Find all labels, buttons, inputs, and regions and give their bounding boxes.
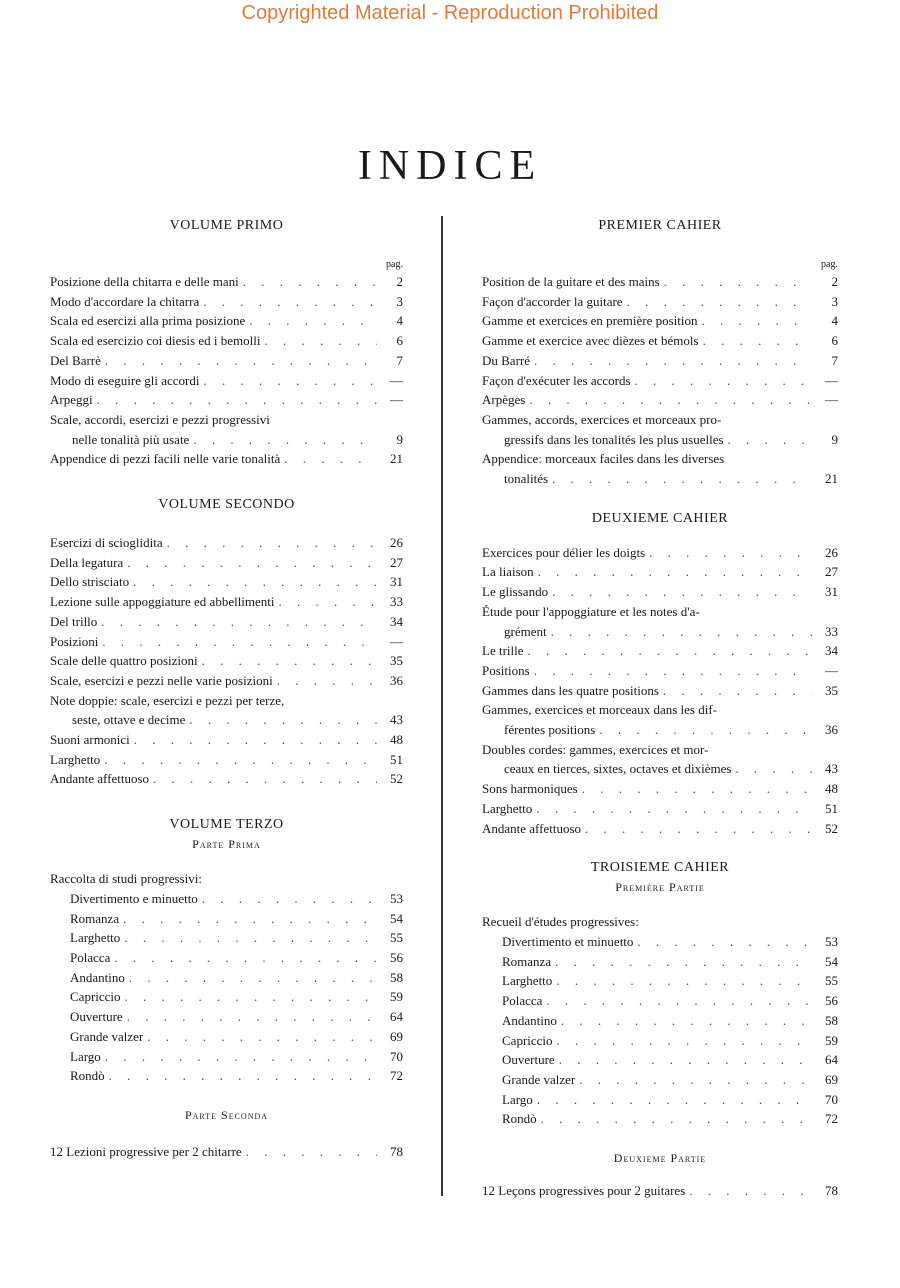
dot-leader [537,1109,812,1129]
toc-entry: 12 Lezioni progressive per 2 chitarre . . . 78 [50,1142,403,1162]
entry-title: Larghetto [70,930,121,946]
page-number: 59 [825,1032,838,1048]
toc-entry: Doubles cordes: gammes, exercices et mor- [482,741,709,757]
pag-label: pag. [386,259,403,270]
toc-entry [50,671,403,691]
toc-entry [482,582,838,602]
page-number: — [390,392,403,408]
entry-title: Andantino [502,1012,557,1028]
toc-entry [482,351,838,371]
toc-entry [70,948,403,968]
entry-title: Gammes dans les quatre positions [482,682,659,698]
toc-entry [482,390,838,410]
dot-leader [698,311,813,331]
entry-title: Dello strisciato [50,574,130,590]
toc-entry: ceaux en tierces, sixtes, octaves et dixièmes . . . 43 [482,759,838,779]
toc-entry [482,292,838,312]
page-number: 58 [825,1012,838,1028]
toc-entry [50,390,403,410]
page-number: 6 [396,333,403,349]
entry-title: Ouverture [70,1009,123,1025]
entry-title: Arpèges [482,392,526,408]
dot-leader [533,1090,812,1110]
dot-leader [551,952,812,972]
entry-title: Della legatura [50,554,124,570]
page-number: 48 [390,732,403,748]
entry-title: Andante affettuoso [50,771,150,787]
entry-title: Divertimento et minuetto [502,933,634,949]
collection-heading: Recueil d'études progressives: [482,914,639,930]
page-number: — [390,633,403,649]
page-number: 70 [825,1091,838,1107]
copyright-watermark: Copyrighted Material - Reproduction Prohibited [241,2,659,24]
dot-leader [525,390,812,410]
dot-leader [532,799,812,819]
part-heading: Deuxieme Partie [613,1151,707,1166]
entry-title: Modo di eseguire gli accordi [50,372,200,388]
dot-leader [557,1011,812,1031]
entry-list [50,272,403,410]
entry-title: Posizione della chitarra e delle mani [50,274,239,289]
toc-entry [482,681,838,701]
dot-leader [119,909,377,929]
entry-title: Positions [482,662,530,678]
dot-leader [101,1047,377,1067]
entry-title: Esercizi di scioglidita [50,535,163,551]
entry-title: Grande valzer [70,1028,144,1044]
dot-leader [534,562,812,582]
page-number: 72 [825,1111,838,1127]
dot-leader [631,371,812,391]
pag-label: pag. [821,259,838,270]
page-number: — [825,662,838,678]
toc-entry [50,331,403,351]
page-number: 4 [396,313,403,329]
toc-entry [502,1031,838,1051]
toc-entry: férentes positions . . . 36 [482,720,838,740]
page-number: 64 [390,1009,403,1025]
entry-title: Capriccio [502,1032,553,1048]
entry-title: Capriccio [70,989,121,1005]
dot-leader [199,292,377,312]
toc-entry [50,533,403,553]
entry-title: Façon d'exécuter les accords [482,372,631,388]
volume-heading: VOLUME PRIMO [169,218,284,233]
page-number: 34 [825,643,838,659]
page-number: 51 [390,751,403,767]
toc-entry [50,371,403,391]
part-heading: Parte Prima [192,837,261,852]
entry-title: Larghetto [502,973,553,989]
toc-entry: Étude pour l'appoggiature et les notes d'a- [482,603,700,619]
french-index-column [482,216,838,1201]
dot-leader [93,390,377,410]
entry-title: Arpeggi [50,392,93,408]
collection-heading: Raccolta di studi progressivi: [50,871,203,887]
page-number: 4 [831,313,838,329]
dot-leader [659,681,812,701]
part-heading: Première Partie [615,880,705,895]
dot-leader [660,272,812,292]
page-number: 27 [390,554,403,570]
entry-title: Modo d'accordare la chitarra [50,293,200,309]
entry-title: Andantino [70,969,125,985]
dot-leader [129,572,377,592]
toc-entry: gressifs dans les tonalités les plus usuelles . . . 9 [482,430,838,450]
dot-leader [105,1066,377,1086]
entry-title: Position de la guitare et des mains [482,274,660,289]
entry-title: Romanza [502,953,552,969]
toc-entry [50,572,403,592]
page-number: — [825,392,838,408]
page-number: 3 [831,293,838,309]
page-number: 27 [825,564,838,580]
page-number: 56 [390,949,403,965]
toc-entry [70,928,403,948]
entry-title: Le trille [482,643,524,659]
page-number: 51 [825,800,838,816]
dot-leader [98,632,377,652]
dot-leader [245,311,377,331]
toc-entry: nelle tonalità più usate . . . 9 [50,430,403,450]
toc-entry: grément . . . 33 [482,622,838,642]
toc-entry [50,769,403,789]
entry-title: Du Barré [482,352,531,368]
entry-title: Scale, esercizi e pezzi nelle varie posizioni [50,672,273,688]
dot-leader [581,819,812,839]
toc-entry [70,1047,403,1067]
dot-leader [163,533,377,553]
toc-entry [502,1090,838,1110]
entry-list [482,779,838,838]
dot-leader [120,928,377,948]
dot-leader [553,1031,812,1051]
page-number: 7 [831,352,838,368]
dot-leader [149,769,377,789]
entry-list [50,533,403,691]
dot-leader [130,730,377,750]
page-number: — [390,372,403,388]
toc-entry [70,968,403,988]
entry-list [482,932,838,1129]
toc-entry [50,730,403,750]
toc-entry [482,331,838,351]
entry-title: Le glissando [482,584,549,600]
entry-title: Façon d'accorder la guitare [482,293,623,309]
toc-entry [482,799,838,819]
entry-title: Scala ed esercizio coi diesis ed i bemolli [50,333,261,349]
toc-entry: Appendice di pezzi facili nelle varie tonalità . . . 21 [50,449,403,469]
entry-title: Rondò [70,1068,105,1084]
entry-title: Gamme et exercice avec dièzes et bémols [482,333,699,349]
toc-entry [50,292,403,312]
toc-entry [50,750,403,770]
dot-leader [530,661,812,681]
dot-leader [645,543,812,563]
toc-entry [50,632,403,652]
page-number: 52 [825,820,838,836]
dot-leader [121,987,377,1007]
toc-entry [50,553,403,573]
page-number: — [825,372,838,388]
entry-list [482,543,838,602]
dot-leader [198,651,377,671]
toc-entry: Scale, accordi, esercizi e pezzi progressivi [50,411,270,427]
toc-entry [502,1050,838,1070]
entry-title: Del Barrè [50,352,101,368]
dot-leader [101,351,377,371]
entry-title: Largo [70,1048,101,1064]
page-number: 53 [825,933,838,949]
toc-entry [50,311,403,331]
dot-leader [699,331,812,351]
page-number: 33 [390,594,403,610]
toc-entry [70,889,403,909]
dot-leader [273,671,377,691]
dot-leader [633,932,812,952]
page-number: 72 [390,1068,403,1084]
dot-leader [199,371,377,391]
toc-entry [502,952,838,972]
toc-entry: Note doppie: scale, esercizi e pezzi per terze, [50,692,285,708]
entry-title: Exercices pour délier les doigts [482,544,646,560]
entry-title: Del trillo [50,613,98,629]
toc-entry [482,562,838,582]
dot-leader [578,779,812,799]
entry-title: Ouverture [502,1052,555,1068]
dot-leader [548,582,812,602]
toc-entry [70,987,403,1007]
page-number: 54 [825,953,838,969]
volume-heading: PREMIER CAHIER [598,218,722,233]
italian-index-column [50,216,403,1162]
toc-entry: 12 Leçons progressives pour 2 guitares . . . 78 [482,1181,838,1201]
entry-title: Posizioni [50,633,99,649]
toc-entry [502,991,838,1011]
dot-leader [100,750,377,770]
entry-title: Sons harmoniques [482,781,578,797]
page-number: 70 [390,1048,403,1064]
page-number: 56 [825,993,838,1009]
page-number: 36 [390,672,403,688]
page-number: 7 [396,352,403,368]
toc-entry [502,971,838,991]
dot-leader [542,991,812,1011]
dot-leader [143,1027,377,1047]
entry-title: Larghetto [50,751,101,767]
page-number: 35 [825,682,838,698]
part-heading: Parte Seconda [184,1107,269,1122]
dot-leader [524,641,812,661]
toc-entry [482,661,838,681]
toc-entry [70,1066,403,1086]
toc-entry [482,641,838,661]
dot-leader [275,592,377,612]
toc-entry [50,351,403,371]
page-number: 2 [396,274,403,289]
dot-leader [123,1007,377,1027]
entry-title: Largo [502,1091,533,1107]
toc-entry [50,651,403,671]
page-number: 31 [825,584,838,600]
page-number: 64 [825,1052,838,1068]
page-number: 55 [825,973,838,989]
entry-list [482,641,838,700]
volume-heading: TROISIEME CAHIER [590,860,730,876]
page-number: 58 [390,969,403,985]
toc-entry [482,819,838,839]
toc-entry [502,1011,838,1031]
entry-title: La liaison [482,564,534,580]
column-divider [441,216,443,1196]
entry-title: Romanza [70,910,120,926]
volume-heading: VOLUME SECONDO [158,497,295,513]
entry-title: Larghetto [482,800,533,816]
toc-entry [482,371,838,391]
page-number: 2 [831,274,838,289]
toc-entry [502,932,838,952]
page-number: 34 [390,613,403,629]
toc-entry [50,592,403,612]
dot-leader [530,351,812,371]
dot-leader [123,553,377,573]
page-number: 6 [831,333,838,349]
entry-list [50,730,403,789]
toc-entry [70,1027,403,1047]
volume-heading: VOLUME TERZO [169,817,284,833]
toc-entry [482,543,838,563]
toc-entry: Appendice: morceaux faciles dans les diverses [482,451,725,467]
entry-title: Scala ed esercizi alla prima posizione [50,313,246,329]
entry-title: Grande valzer [502,1071,576,1087]
page-number: 26 [825,544,838,560]
entry-list [50,889,403,1086]
page-number: 48 [825,781,838,797]
page-number: 3 [396,293,403,309]
toc-entry [50,612,403,632]
toc-entry: Gammes, accords, exercices et morceaux pro- [482,411,722,427]
page-number: 69 [825,1071,838,1087]
page-number: 35 [390,653,403,669]
page-number: 52 [390,771,403,787]
page-number: 53 [390,890,403,906]
page-number: 59 [390,989,403,1005]
toc-entry [502,1070,838,1090]
toc-entry: tonalités . . . 21 [482,469,838,489]
entry-title: Divertimento e minuetto [70,890,198,906]
page-number: 54 [390,910,403,926]
dot-leader [623,292,812,312]
dot-leader [198,889,377,909]
dot-leader [575,1070,812,1090]
entry-title: Polacca [502,993,543,1009]
toc-entry [50,272,403,292]
page-number: 26 [390,535,403,551]
entry-title: Lezione sulle appoggiature ed abbellimenti [50,594,275,610]
dot-leader [260,331,377,351]
page-title: INDICE [357,143,543,189]
dot-leader [110,948,377,968]
toc-entry [70,1007,403,1027]
toc-entry [70,909,403,929]
toc-entry [482,311,838,331]
entry-title: Suoni armonici [50,732,130,748]
volume-heading: DEUXIEME CAHIER [591,510,729,526]
page-number: 55 [390,930,403,946]
entry-title: Polacca [70,949,111,965]
page-number: 69 [390,1028,403,1044]
entry-title: Gamme et exercices en première position [482,313,698,329]
dot-leader [239,272,377,292]
entry-title: Andante affettuoso [482,820,582,836]
entry-title: Scale delle quattro posizioni [50,653,198,669]
dot-leader [555,1050,812,1070]
entry-list [482,272,838,410]
dot-leader [97,612,377,632]
dot-leader [552,971,812,991]
toc-entry: Gammes, exercices et morceaux dans les dif- [482,702,717,718]
toc-entry [482,272,838,292]
entry-title: Rondò [502,1111,537,1127]
toc-entry: seste, ottave e decime . . . 43 [50,710,403,730]
dot-leader [125,968,377,988]
toc-entry [502,1109,838,1129]
toc-entry [482,779,838,799]
page-number: 31 [390,574,403,590]
